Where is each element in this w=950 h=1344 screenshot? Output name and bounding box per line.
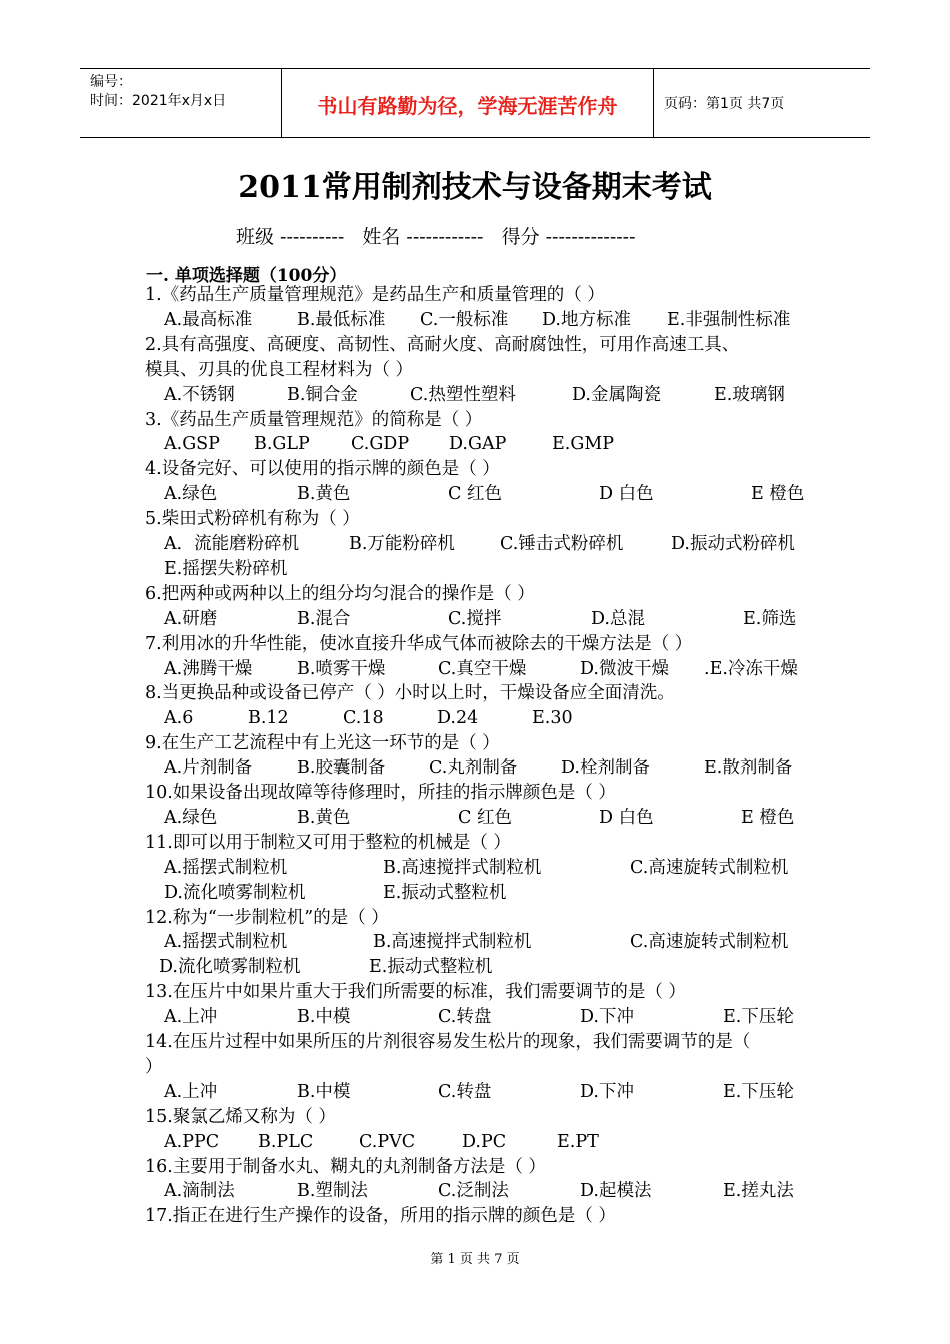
answer-option: D.PC [462,1131,507,1152]
question-text: 15.聚氯乙烯又称为（ ） [145,1106,336,1127]
answer-option: C.锤击式粉碎机 [500,534,624,554]
question-text: 14.在压片过程中如果所压的片剂很容易发生松片的现象，我们需要调节的是（ [145,1032,751,1052]
answer-option: C.高速旋转式制粒机 [630,857,789,878]
answer-option: E.PT [557,1131,599,1152]
answer-option: C.丸剂制备 [429,758,518,779]
answer-option: B.万能粉碎机 [349,534,455,554]
answer-option: D.流化喷雾制粒机 [164,882,306,903]
answer-option: C.泛制法 [438,1181,509,1202]
question-text: 3.《药品生产质量管理规范》的简称是（ ） [145,409,483,430]
document-number-label: 编号： [90,74,132,90]
question-text: 1.《药品生产质量管理规范》是药品生产和质量管理的（ ） [145,285,605,305]
answer-option: B.铜合金 [287,384,358,405]
answer-option: C.高速旋转式制粒机 [630,932,789,953]
answer-option: B.塑制法 [297,1181,368,1202]
class-field: 班级 ---------- [236,226,345,248]
question-text: 2.具有高强度、高硬度、高韧性、高耐火度、高耐腐蚀性，可用作高速工具、 [145,334,740,355]
document-date: 时间：2021年x月x日 [90,93,227,109]
answer-option: E.摇摆失粉碎机 [164,558,288,579]
answer-option: D 白色 [599,807,654,828]
page-footer: 第 1 页 共 7 页 [430,1252,520,1267]
answer-option: E 橙色 [741,807,795,828]
answer-option: E.GMP [552,434,615,455]
answer-option: B.12 [248,708,289,729]
answer-option: D.下冲 [580,1081,634,1102]
question-text: 模具、刃具的优良工程材料为（ ） [145,359,414,380]
answer-option: B.胶囊制备 [297,758,386,779]
answer-option: A.摇摆式制粒机 [164,857,288,878]
answer-option: E.30 [532,708,573,729]
question-text: 5.柴田式粉碎机有称为（ ） [145,509,360,530]
answer-option: .E.冷冻干燥 [704,658,798,679]
answer-option: D.微波干燥 [580,658,669,679]
answer-option: E.下压轮 [723,1081,794,1102]
answer-option: B.高速搅拌式制粒机 [383,857,542,878]
answer-option: B.黄色 [297,807,351,828]
answer-option: B.最低标准 [297,309,386,330]
answer-option: A.沸腾干燥 [164,658,253,679]
answer-option: C.热塑性塑料 [410,384,516,405]
answer-option: D.总混 [591,608,645,629]
score-field: 得分 -------------- [501,226,636,248]
answer-option: C.搅拌 [448,608,502,629]
answer-option: D.振动式粉碎机 [671,534,795,554]
answer-option: A.上冲 [164,1081,218,1102]
answer-option: E.振动式整粒机 [369,957,493,978]
answer-option: C.18 [343,708,384,729]
answer-option: B.混合 [297,608,351,629]
question-text: 8.当更换品种或设备已停产（ ）小时以上时，干燥设备应全面清洗。 [145,683,675,704]
answer-option: A.研磨 [164,608,218,629]
answer-option: E.搓丸法 [723,1181,794,1202]
student-info-line [236,222,636,249]
answer-option: E.筛选 [743,608,797,629]
answer-option: C.GDP [351,434,410,455]
answer-option: A．流能磨粉碎机 [164,534,300,554]
answer-option: B.高速搅拌式制粒机 [373,932,532,953]
answer-option: E.振动式整粒机 [383,882,507,903]
answer-option: A.GSP [164,434,220,455]
header-left-cell [80,69,282,137]
answer-option: E.玻璃钢 [714,384,785,405]
answer-option: C.一般标准 [420,309,509,330]
answer-option: C.转盘 [438,1007,492,1028]
answer-option: D.地方标准 [542,309,631,330]
question-text: 12.称为“一步制粒机”的是（ ） [145,907,389,928]
question-text: 10.如果设备出现故障等待修理时，所挂的指示牌颜色是（ ） [145,783,616,803]
question-text: 13.在压片中如果片重大于我们所需要的标准，我们需要调节的是（ ） [145,982,686,1003]
answer-option: A.最高标准 [164,309,253,330]
answer-option: C 红色 [458,807,512,828]
name-field: 姓名 ------------ [362,226,484,248]
answer-option: B.喷雾干燥 [297,658,386,679]
question-text: 9.在生产工艺流程中有上光这一环节的是（ ） [145,733,500,754]
answer-option: D.金属陶瓷 [572,384,661,405]
answer-option: D.GAP [449,434,507,455]
answer-option: A.摇摆式制粒机 [164,932,288,953]
answer-option: D.栓剂制备 [561,758,650,779]
answer-option: C.转盘 [438,1081,492,1102]
answer-option: E.下压轮 [723,1007,794,1028]
answer-option: B.黄色 [297,484,351,505]
answer-option: A.片剂制备 [164,758,253,779]
page-header [80,68,870,138]
question-text: 17.指正在进行生产操作的设备，所用的指示牌的颜色是（ ） [145,1206,616,1227]
header-right-cell [654,69,870,137]
question-text: 4.设备完好、可以使用的指示牌的颜色是（ ） [145,459,500,480]
answer-option: A.滴制法 [164,1181,235,1202]
answer-option: D.下冲 [580,1007,634,1028]
answer-option: A.上冲 [164,1007,218,1028]
answer-option: E.非强制性标准 [667,309,791,330]
answer-option: A.不锈钢 [164,384,235,405]
question-text: 16.主要用于制备水丸、糊丸的丸剂制备方法是（ ） [145,1156,546,1177]
question-text: 11.即可以用于制粒又可用于整粒的机械是（ ） [145,832,511,853]
answer-option: B.PLC [258,1131,314,1152]
answer-option: A.绿色 [164,807,218,828]
answer-option: E.散剂制备 [704,758,793,779]
answer-option: D 白色 [599,484,654,505]
question-text: ） [145,1056,163,1077]
answer-option: B.中模 [297,1007,351,1028]
answer-option: C.真空干燥 [438,658,527,679]
answer-option: B.GLP [254,434,310,455]
answer-option: C 红色 [448,484,502,505]
question-text: 7.利用冰的升华性能，使冰直接升华成气体而被除去的干燥方法是（ ） [145,633,693,654]
exam-title: 2011常用制剂技术与设备期末考试 [238,170,712,205]
header-motto-cell [282,69,654,137]
answer-option: E 橙色 [751,484,805,505]
section-heading: 一. 单项选择题（100分） [146,266,347,286]
question-text: 6.把两种或两种以上的组分均匀混合的操作是（ ） [145,583,535,604]
header-page-info: 页码：第1页 共7页 [664,96,785,112]
answer-option: D.24 [437,708,479,729]
answer-option: D.起模法 [580,1181,652,1202]
answer-option: A.绿色 [164,484,218,505]
answer-option: A.6 [164,708,194,729]
answer-option: A.PPC [164,1131,220,1152]
answer-option: D.流化喷雾制粒机 [159,957,301,978]
answer-option: C.PVC [359,1131,416,1152]
answer-option: B.中模 [297,1081,351,1102]
header-motto: 书山有路勤为径，学海无涯苦作舟 [317,94,618,118]
